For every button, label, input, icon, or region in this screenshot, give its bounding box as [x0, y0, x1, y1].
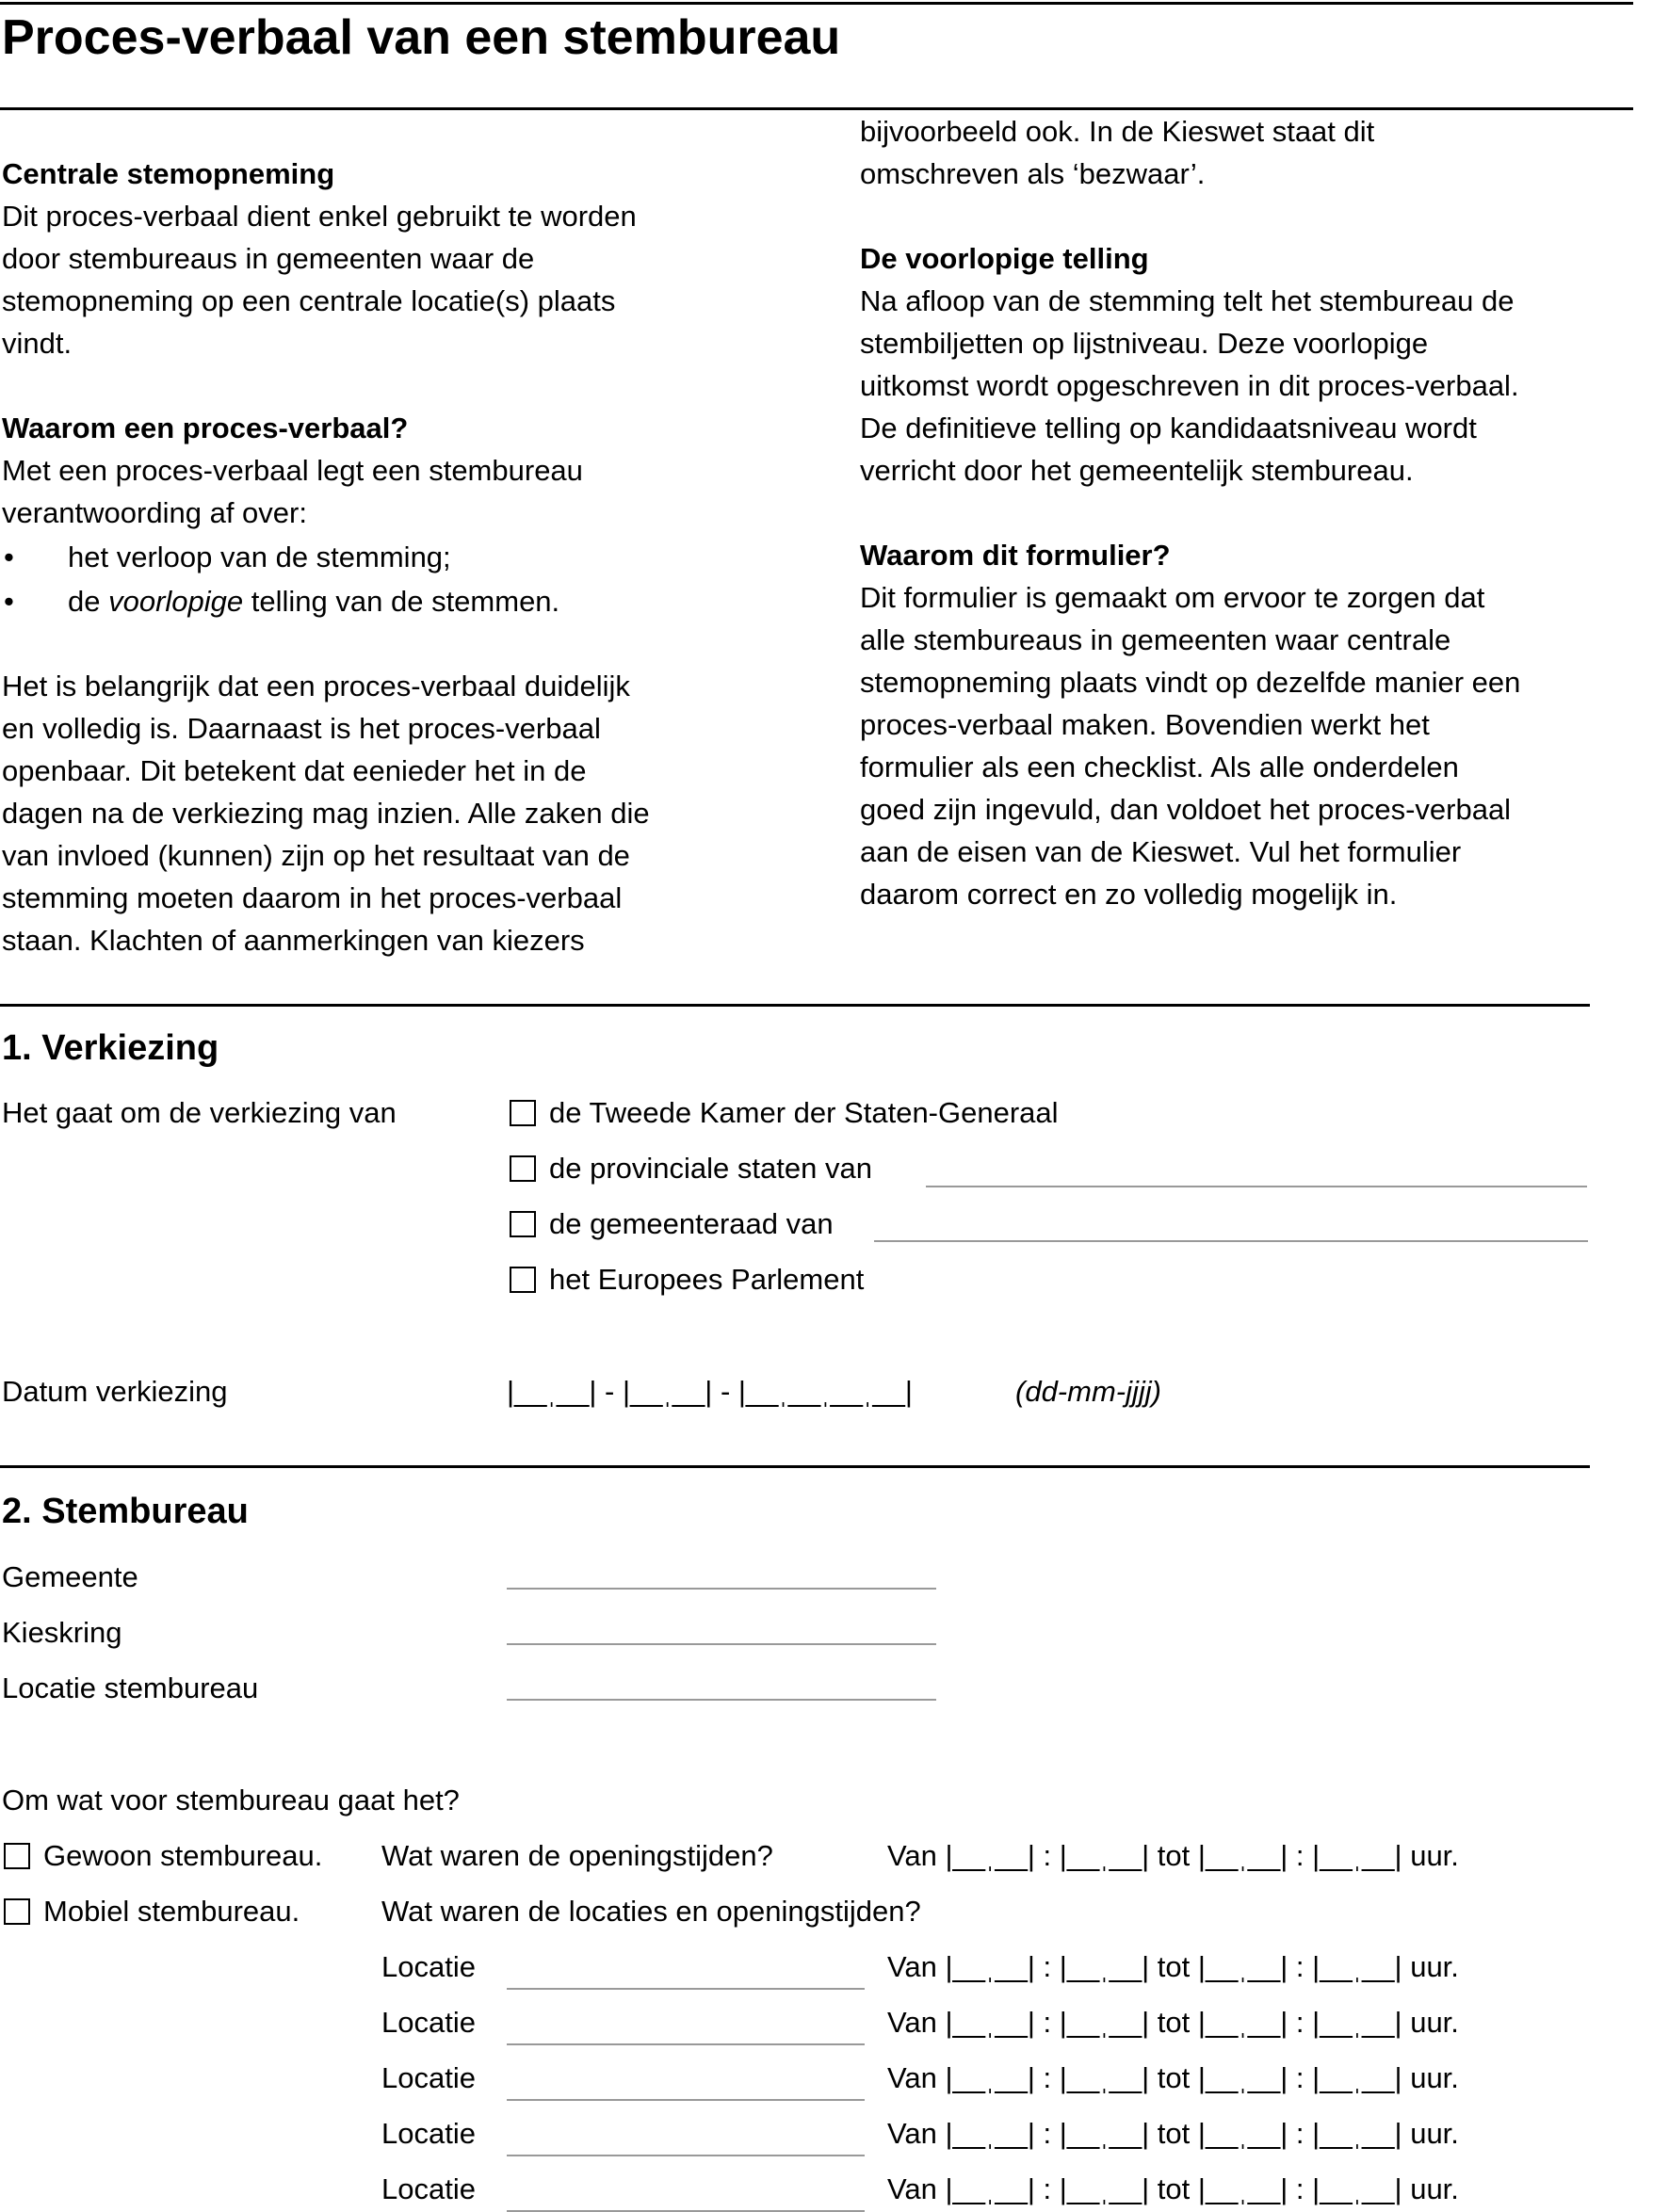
checkbox-provinciale-staten[interactable] — [510, 1155, 536, 1182]
checkbox-gemeenteraad[interactable] — [510, 1211, 536, 1237]
option-label: het Europees Parlement — [549, 1263, 865, 1296]
time-box[interactable]: |__ˌ__| — [1312, 2061, 1402, 2094]
bullet-text: de — [68, 585, 109, 618]
date-input-boxes[interactable]: |__ˌ__| - |__ˌ__| - |__ˌ__ˌ__ˌ__| — [507, 1375, 913, 1408]
provinciale-staten-input[interactable] — [926, 1186, 1587, 1187]
option-label: de gemeenteraad van — [549, 1207, 834, 1240]
text-line: verricht door het gemeentelijk stembureau. — [860, 454, 1414, 487]
top-rule — [0, 2, 1633, 5]
tot-label: tot — [1157, 2006, 1191, 2039]
colon: : — [1295, 1950, 1304, 1983]
type-question: Om wat voor stembureau gaat het? — [2, 1784, 460, 1816]
text-line: openbaar. Dit betekent dat eenieder het in de — [2, 754, 587, 787]
date-label: Datum verkiezing — [2, 1375, 228, 1408]
colon: : — [1043, 2117, 1052, 2150]
colon: : — [1295, 2061, 1304, 2094]
bullet-icon: • — [4, 541, 14, 573]
intro-left-column — [2, 153, 831, 961]
text-line: aan de eisen van de Kieswet. Vul het formulier — [860, 835, 1462, 868]
option-provinciale-staten — [510, 1152, 872, 1186]
text-line: daarom correct en zo volledig mogelijk in. — [860, 878, 1398, 911]
regular-question: Wat waren de openingstijden? — [381, 1839, 773, 1872]
time-box[interactable]: |__ˌ__| — [1197, 2117, 1288, 2150]
uur-label: uur. — [1410, 1950, 1459, 1983]
option-tweede-kamer — [510, 1096, 1059, 1130]
regular-times[interactable] — [887, 1839, 1459, 1873]
van-label: Van — [887, 1950, 937, 1983]
van-label: Van — [887, 2061, 937, 2094]
heading-voorlopige-telling: De voorlopige telling — [860, 242, 1149, 275]
time-box[interactable]: |__ˌ__| — [1059, 2117, 1150, 2150]
checkbox-europees-parlement[interactable] — [510, 1267, 536, 1293]
location-label: Locatie — [381, 2061, 476, 2094]
text-line: dagen na de verkiezing mag inzien. Alle zaken die — [2, 797, 650, 830]
uur-label: uur. — [1410, 2172, 1459, 2205]
text-line: stembiljetten op lijstniveau. Deze voorlopige — [860, 327, 1429, 360]
section2-title: 2. Stembureau — [2, 1492, 249, 1531]
location-label: Locatie — [381, 2117, 476, 2150]
colon: : — [1043, 2061, 1052, 2094]
time-box[interactable]: |__ˌ__| — [1059, 2006, 1150, 2039]
tot-label: tot — [1157, 2117, 1191, 2150]
time-box[interactable]: |__ˌ__| — [1312, 2172, 1402, 2205]
mobile-question: Wat waren de locaties en openingstijden? — [381, 1895, 921, 1928]
checkbox-gewoon-stembureau[interactable] — [4, 1843, 30, 1869]
time-box[interactable]: |__ˌ__| — [1059, 2172, 1150, 2205]
bullet-text: telling van de stemmen. — [243, 585, 560, 618]
colon: : — [1295, 2117, 1304, 2150]
time-box[interactable]: |__ˌ__| — [1312, 1839, 1402, 1872]
option-label: de provinciale staten van — [549, 1152, 872, 1185]
option-gemeenteraad — [510, 1207, 834, 1241]
text-line: goed zijn ingevuld, dan voldoet het proces-verbaal — [860, 793, 1512, 826]
text-line: alle stembureaus in gemeenten waar centrale — [860, 623, 1451, 656]
date-format-hint: (dd-mm-jjjj) — [1015, 1375, 1161, 1408]
van-label: Van — [887, 2006, 937, 2039]
option-mobiel-stembureau — [4, 1895, 300, 1929]
time-box[interactable]: |__ˌ__| — [1197, 1950, 1288, 1983]
uur-label: uur. — [1410, 2061, 1459, 2094]
text-line: staan. Klachten of aanmerkingen van kiezers — [2, 924, 585, 957]
colon: : — [1295, 2172, 1304, 2205]
time-box[interactable]: |__ˌ__| — [945, 1839, 1035, 1872]
tot-label: tot — [1157, 2172, 1191, 2205]
location-times[interactable] — [887, 1950, 1459, 1984]
tot-label: tot — [1157, 1839, 1191, 1872]
text-line: Dit formulier is gemaakt om ervoor te zorgen dat — [860, 581, 1485, 614]
text-line: Dit proces-verbaal dient enkel gebruikt te worden — [2, 200, 637, 233]
time-box[interactable]: |__ˌ__| — [1312, 1950, 1402, 1983]
text-line: Met een proces-verbaal legt een stembureau — [2, 454, 583, 487]
locatie-stembureau-label: Locatie stembureau — [2, 1671, 259, 1704]
page-title: Proces-verbaal van een stembureau — [2, 10, 841, 65]
bullet-text: het verloop van de stemming; — [68, 541, 451, 573]
location-label: Locatie — [381, 1950, 476, 1983]
time-box[interactable]: |__ˌ__| — [1197, 2172, 1288, 2205]
text-line: bijvoorbeeld ook. In de Kieswet staat dit — [860, 115, 1375, 148]
kieskring-input[interactable] — [507, 1643, 936, 1645]
uur-label: uur. — [1410, 2006, 1459, 2039]
text-line: door stembureaus in gemeenten waar de — [2, 242, 535, 275]
bullet-icon: • — [4, 585, 14, 618]
location-input[interactable] — [507, 2043, 865, 2045]
checkbox-tweede-kamer[interactable] — [510, 1100, 536, 1126]
time-box[interactable]: |__ˌ__| — [1059, 1839, 1150, 1872]
gemeente-input[interactable] — [507, 1588, 936, 1590]
text-line: van invloed (kunnen) zijn op het resultaat van de — [2, 839, 630, 872]
option-label: Gewoon stembureau. — [43, 1839, 323, 1872]
time-box[interactable]: |__ˌ__| — [1197, 2061, 1288, 2094]
text-line: formulier als een checklist. Als alle onderdelen — [860, 751, 1459, 783]
text-line: omschreven als ‘bezwaar’. — [860, 157, 1206, 190]
text-line: uitkomst wordt opgeschreven in dit proces-verbaal. — [860, 369, 1519, 402]
text-line: De definitieve telling op kandidaatsniveau wordt — [860, 412, 1477, 444]
option-label: Mobiel stembureau. — [43, 1895, 300, 1928]
van-label: Van — [887, 1839, 937, 1872]
heading-waarom-formulier: Waarom dit formulier? — [860, 539, 1171, 572]
text-line: verantwoording af over: — [2, 496, 307, 529]
time-box[interactable]: |__ˌ__| — [1312, 2117, 1402, 2150]
kieskring-label: Kieskring — [2, 1616, 122, 1649]
van-label: Van — [887, 2172, 937, 2205]
text-line: en volledig is. Daarnaast is het proces-verbaal — [2, 712, 601, 745]
colon: : — [1043, 1839, 1052, 1872]
colon: : — [1295, 2006, 1304, 2039]
time-box[interactable]: |__ˌ__| — [945, 2061, 1035, 2094]
tot-label: tot — [1157, 2061, 1191, 2094]
time-box[interactable]: |__ˌ__| — [945, 2117, 1035, 2150]
text-line: Het is belangrijk dat een proces-verbaal duidelijk — [2, 670, 630, 702]
time-box[interactable]: |__ˌ__| — [945, 2172, 1035, 2205]
colon: : — [1043, 1950, 1052, 1983]
time-box[interactable]: |__ˌ__| — [1197, 2006, 1288, 2039]
time-box[interactable]: |__ˌ__| — [1312, 2006, 1402, 2039]
text-line: Na afloop van de stemming telt het stembureau de — [860, 284, 1515, 317]
text-line: stemming moeten daarom in het proces-verbaal — [2, 881, 623, 914]
section1-rule — [0, 1004, 1590, 1007]
location-label: Locatie — [381, 2172, 476, 2205]
text-line: proces-verbaal maken. Bovendien werkt het — [860, 708, 1430, 741]
location-input[interactable] — [507, 2155, 865, 2156]
location-input[interactable] — [507, 1988, 865, 1990]
checkbox-mobiel-stembureau[interactable] — [4, 1898, 30, 1925]
option-europees-parlement — [510, 1263, 864, 1297]
text-line: stemopneming op een centrale locatie(s) plaats — [2, 284, 616, 317]
location-input[interactable] — [507, 2099, 865, 2101]
time-box[interactable]: |__ˌ__| — [945, 2006, 1035, 2039]
location-times[interactable] — [887, 2006, 1459, 2040]
location-times[interactable] — [887, 2117, 1459, 2151]
text-line: stemopneming plaats vindt op dezelfde manier een — [860, 666, 1521, 699]
bullet-item — [2, 536, 831, 578]
colon: : — [1043, 2172, 1052, 2205]
location-label: Locatie — [381, 2006, 476, 2039]
time-box[interactable]: |__ˌ__| — [1059, 1950, 1150, 1983]
time-box[interactable]: |__ˌ__| — [1197, 1839, 1288, 1872]
time-box[interactable]: |__ˌ__| — [1059, 2061, 1150, 2094]
section1-title: 1. Verkiezing — [2, 1028, 219, 1068]
heading-centrale-stemopneming: Centrale stemopneming — [2, 157, 335, 190]
heading-waarom-proces-verbaal: Waarom een proces-verbaal? — [2, 412, 409, 444]
colon: : — [1043, 2006, 1052, 2039]
time-box[interactable]: |__ˌ__| — [945, 1950, 1035, 1983]
locatie-stembureau-input[interactable] — [507, 1699, 936, 1701]
uur-label: uur. — [1410, 2117, 1459, 2150]
election-label: Het gaat om de verkiezing van — [2, 1096, 397, 1129]
uur-label: uur. — [1410, 1839, 1459, 1872]
option-gewoon-stembureau — [4, 1839, 322, 1873]
section2-rule — [0, 1465, 1590, 1468]
gemeente-label: Gemeente — [2, 1560, 138, 1593]
text-line: vindt. — [2, 327, 73, 360]
colon: : — [1295, 1839, 1304, 1872]
intro-right-column — [860, 110, 1651, 915]
bullet-emphasis: voorlopige — [108, 585, 244, 618]
bullet-item — [2, 580, 831, 622]
tot-label: tot — [1157, 1950, 1191, 1983]
van-label: Van — [887, 2117, 937, 2150]
location-times[interactable] — [887, 2061, 1459, 2095]
gemeenteraad-input[interactable] — [874, 1240, 1588, 1242]
option-label: de Tweede Kamer der Staten-Generaal — [549, 1096, 1059, 1129]
